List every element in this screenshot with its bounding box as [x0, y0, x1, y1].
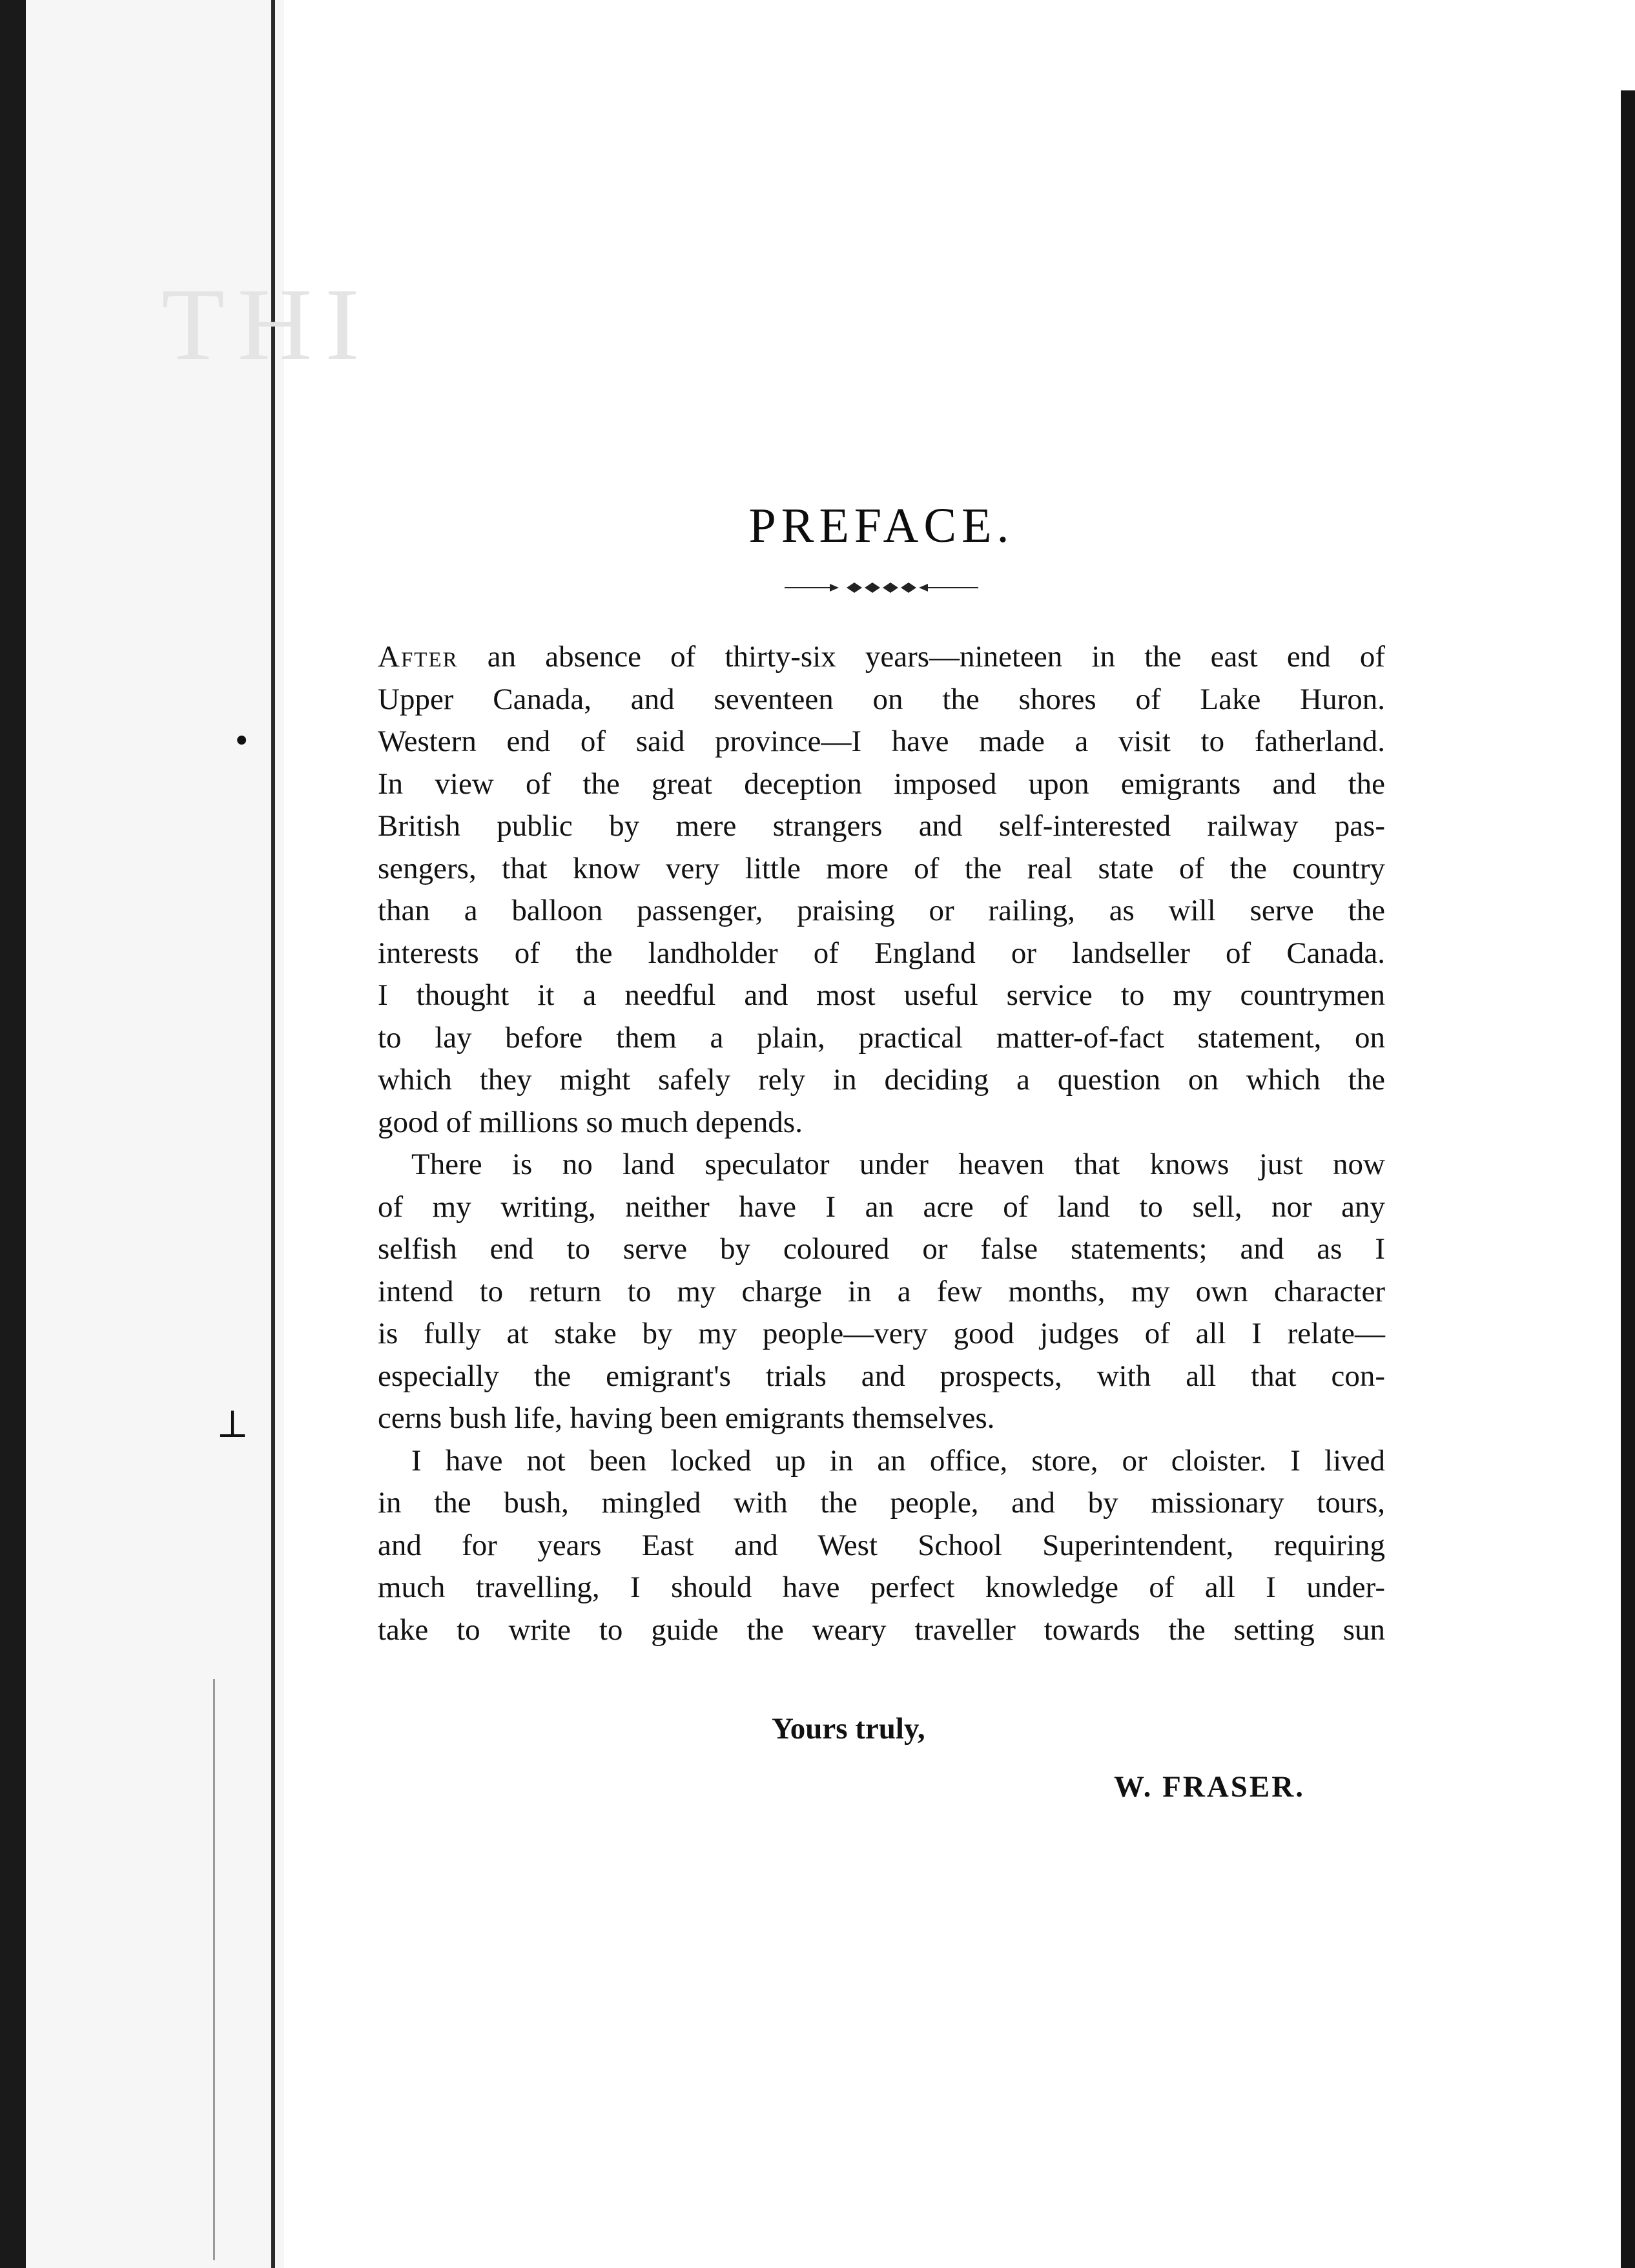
- paragraph-line: intend to return to my charge in a few months, my own character: [378, 1274, 1385, 1308]
- paragraph-line: of my writing, neither have I an acre of land to sell, nor any: [378, 1190, 1385, 1224]
- paragraph-line: interests of the landholder of England or landseller of Canada.: [378, 936, 1385, 970]
- paragraph-line: Western end of said province—I have made a visit to fatherland.: [378, 725, 1385, 758]
- paragraph-line: especially the emigrant's trials and prospects, with all that con-: [378, 1359, 1385, 1393]
- paragraph-line: take to write to guide the weary traveller towards the setting sun: [378, 1613, 1385, 1647]
- paragraph-line: In view of the great deception imposed upon emigrants and the: [378, 767, 1385, 801]
- paragraph-line: than a balloon passenger, praising or railing, as will serve the: [378, 894, 1385, 927]
- preface-page: [378, 0, 1385, 2268]
- paragraph-line: I have not been locked up in an office, store, or cloister. I lived: [411, 1443, 1385, 1478]
- margin-mark: ⟂: [220, 1401, 246, 1447]
- paragraph-line: selfish end to serve by coloured or false statements; and as I: [378, 1232, 1385, 1266]
- paragraph-line: Upper Canada, and seventeen on the shores of Lake Huron.: [378, 682, 1385, 716]
- paragraph-line: and for years East and West School Superintendent, requiring: [378, 1528, 1385, 1562]
- paragraph-line: sengers, that know very little more of the real state of the country: [378, 851, 1385, 885]
- page-corner: [1596, 0, 1635, 90]
- paragraph-line: which they might safely rely in deciding a question on which the: [378, 1063, 1385, 1097]
- lead-word: After: [378, 640, 458, 674]
- preface-body: [378, 636, 1385, 1651]
- paragraph-line: British public by mere strangers and self-interested railway pas-: [378, 809, 1385, 843]
- ornament-divider: [785, 575, 978, 601]
- paragraph-line: to lay before them a plain, practical matter-of-fact statement, on: [378, 1020, 1385, 1055]
- paragraph-line: in the bush, mingled with the people, and by missionary tours,: [378, 1486, 1385, 1520]
- closing-salutation: Yours truly,: [772, 1712, 925, 1746]
- paragraph-line: After an absence of thirty-six years—nineteen in the east end of: [378, 640, 1385, 674]
- paragraph: [378, 1144, 1385, 1440]
- paragraph-line: much travelling, I should have perfect knowledge of all I under-: [378, 1571, 1385, 1604]
- paragraph-line: good of millions so much depends.: [378, 1105, 803, 1139]
- margin-mark: •: [232, 723, 251, 759]
- paragraph: [378, 636, 1385, 1144]
- page-crease: [213, 1679, 215, 2260]
- paragraph: [378, 1440, 1385, 1652]
- scan-shadow: [0, 0, 26, 2268]
- bleed-through-text: THI: [161, 267, 373, 382]
- page-right-edge: [1621, 90, 1635, 2268]
- paragraph-line: I thought it a needful and most useful service to my countrymen: [378, 978, 1385, 1012]
- paragraph-line: is fully at stake by my people—very good judges of all I relate—: [378, 1317, 1385, 1350]
- author-signature: W. FRASER.: [1114, 1770, 1305, 1804]
- page-title: PREFACE.: [748, 498, 1014, 553]
- paragraph-line: There is no land speculator under heaven that knows just now: [411, 1148, 1385, 1181]
- paragraph-line: cerns bush life, having been emigrants themselves.: [378, 1401, 995, 1435]
